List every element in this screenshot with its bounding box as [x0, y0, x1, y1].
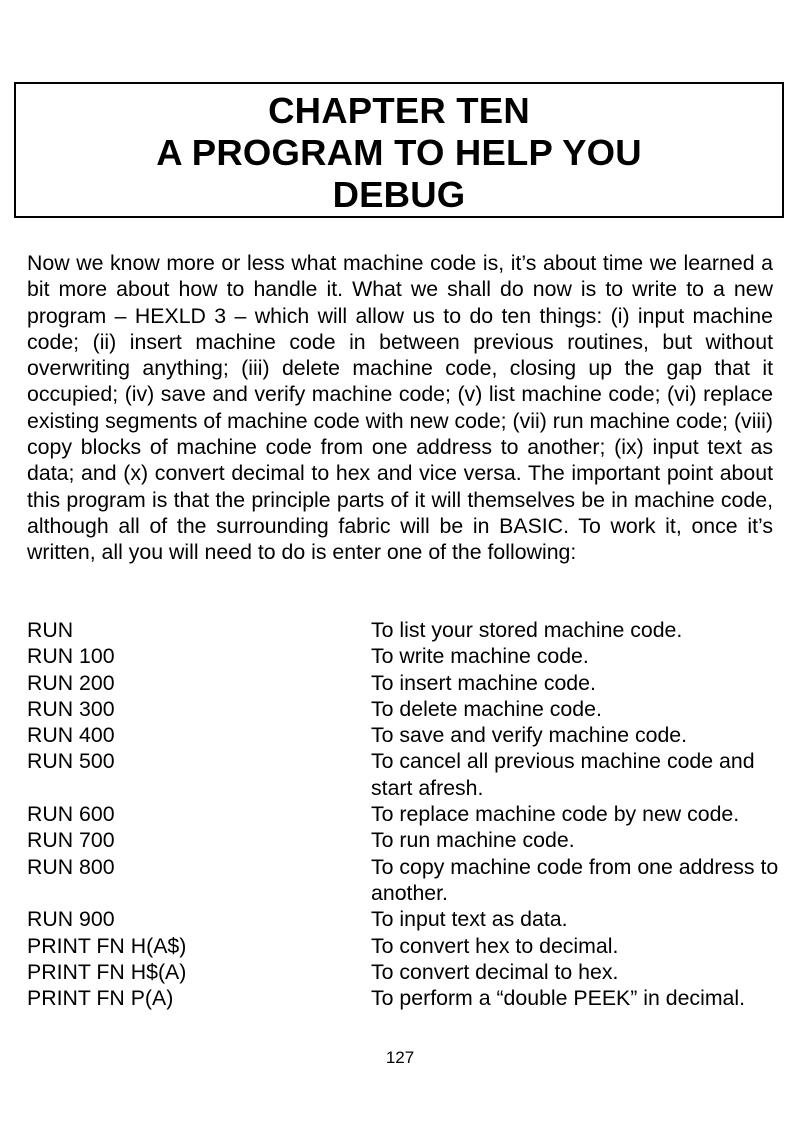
command-row — [27, 933, 787, 959]
command-description: To cancel all previous machine code and start afresh. — [371, 749, 755, 800]
command-row — [27, 617, 787, 643]
command-row — [27, 643, 787, 669]
command-description: To insert machine code. — [371, 670, 596, 695]
command-name: PRINT FN P(A) — [27, 986, 174, 1011]
intro-paragraph: Now we know more or less what machine code is, it’s about time we learned a bit more about how to handle it. What we shall do now is to write to a new program – HEXLD 3 – which will allow us to do ten things: (i) input machine code; (ii) insert machine code in between previous routines, but without overwriting anything; (iii) delete machine code, closing up the gap that it occupied; (iv) save and verify machine code; (v) list machine code; (vi) replace existing segments of machine code with new code; (vii) run machine code; (viii) copy blocks of machine code from one address to another; (ix) input text as data; and (x) convert decimal to hex and vice versa. The important point about this program is that the principle parts of it will themselves be in machine code, although all of the surrounding fabric will be in BASIC. To work it, once it’s written, all you will need to do is enter one of the following: — [27, 251, 773, 565]
command-name: PRINT FN H(A$) — [27, 933, 187, 958]
command-name: RUN — [27, 618, 74, 642]
command-description: To save and verify machine code. — [371, 723, 688, 748]
command-description: To delete machine code. — [371, 696, 602, 721]
chapter-title-line-2: A PROGRAM TO HELP YOU — [156, 132, 642, 173]
command-name: RUN 200 — [27, 670, 115, 695]
chapter-title-box — [14, 82, 784, 218]
chapter-title-line-3: DEBUG — [332, 174, 466, 215]
command-description: To perform a “double PEEK” in decimal. — [371, 986, 746, 1011]
command-row — [27, 827, 787, 853]
command-description: To run machine code. — [371, 828, 575, 853]
command-row — [27, 959, 787, 985]
command-row — [27, 696, 787, 722]
command-row — [27, 670, 787, 696]
command-description: To write machine code. — [371, 644, 589, 669]
chapter-title-line-1: CHAPTER TEN — [268, 90, 530, 131]
command-description: To copy machine code from one address to another. — [371, 854, 779, 905]
command-name: RUN 400 — [27, 723, 115, 748]
command-description: To convert decimal to hex. — [371, 959, 619, 984]
command-row — [27, 985, 787, 1011]
page-number: 127 — [385, 1048, 415, 1067]
command-list — [27, 617, 787, 1011]
command-name: RUN 600 — [27, 802, 115, 827]
command-row — [27, 722, 787, 748]
command-row — [27, 748, 787, 801]
command-description: To list your stored machine code. — [371, 618, 683, 642]
command-name: RUN 700 — [27, 828, 115, 853]
command-name: RUN 800 — [27, 854, 115, 879]
command-name: RUN 100 — [27, 644, 115, 669]
command-row — [27, 854, 787, 907]
command-name: RUN 500 — [27, 749, 115, 774]
command-description: To replace machine code by new code. — [371, 802, 740, 827]
command-description: To convert hex to decimal. — [371, 933, 619, 958]
command-row — [27, 906, 787, 932]
command-name: RUN 300 — [27, 696, 115, 721]
command-row — [27, 801, 787, 827]
command-name: RUN 900 — [27, 907, 115, 932]
command-name: PRINT FN H$(A) — [27, 959, 187, 984]
command-description: To input text as data. — [371, 907, 568, 932]
